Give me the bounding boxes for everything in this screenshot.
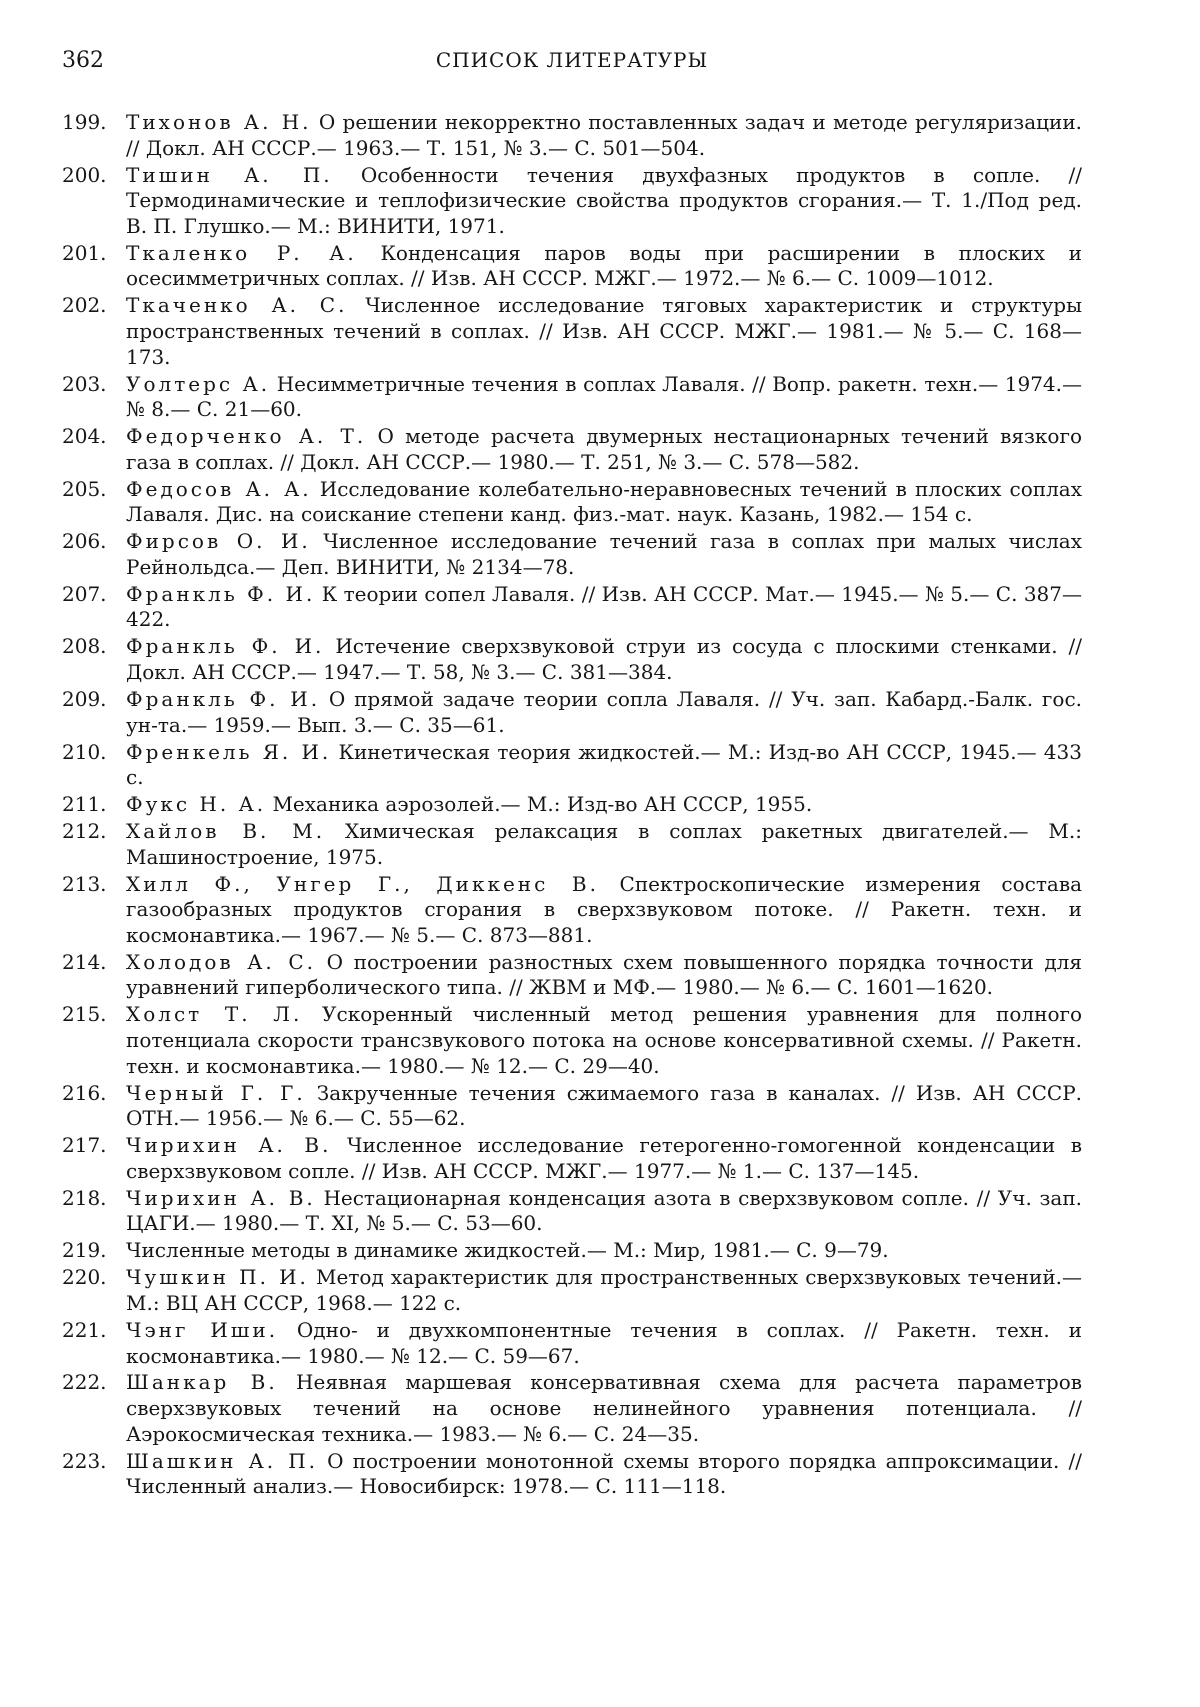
reference-number: 218. <box>62 1186 120 1212</box>
reference-entry <box>62 1318 1082 1369</box>
reference-author: Френкель Я. И. <box>126 740 331 764</box>
reference-number: 221. <box>62 1318 120 1344</box>
reference-author: Чэнг Иши. <box>126 1318 278 1342</box>
reference-author: Фукс Н. А. <box>126 792 266 816</box>
reference-entry <box>62 819 1082 870</box>
reference-author: Федосов А. А. <box>126 477 312 501</box>
reference-entry <box>62 241 1082 292</box>
reference-author: Холодов А. С. <box>126 950 316 974</box>
reference-entry <box>62 740 1082 791</box>
page-number: 362 <box>62 48 104 73</box>
reference-author: Федорченко А. Т. <box>126 424 366 448</box>
reference-text: О решении некорректно поставленных задач и методе регуляризации. // Докл. АН СССР.— 1963.— Т. 151, № 3.— С. 501—504. <box>126 110 1082 160</box>
reference-number: 215. <box>62 1002 120 1028</box>
reference-text: Одно- и двухкомпонентные течения в соплах. // Ракетн. техн. и космонавтика.— 1980.— № 12.— С. 59—67. <box>126 1318 1082 1368</box>
reference-text: Неявная маршевая консервативная схема для расчета параметров сверхзвуковых течений на основе нелинейного уравнения потенциала. // Аэрокосмическая техника.— 1983.— № 6.— С. 24—35. <box>126 1370 1082 1445</box>
reference-number: 211. <box>62 792 120 818</box>
reference-author: Чирихин А. В. <box>126 1186 316 1210</box>
reference-number: 208. <box>62 634 120 660</box>
reference-number: 207. <box>62 582 120 608</box>
reference-entry <box>62 1370 1082 1447</box>
reference-author: Хайлов В. М. <box>126 819 325 843</box>
reference-entry <box>62 1133 1082 1184</box>
reference-text: Закрученные течения сжимаемого газа в каналах. // Изв. АН СССР. ОТН.— 1956.— № 6.— С. 55—62. <box>126 1081 1082 1131</box>
reference-entry <box>62 110 1082 161</box>
reference-entry <box>62 1265 1082 1316</box>
reference-author: Тихонов А. Н. <box>126 110 312 134</box>
reference-author: Холст Т. Л. <box>126 1002 302 1026</box>
reference-text: Исследование колебательно-неравновесных течений в плоских соплах Лаваля. Дис. на соискание степени канд. физ.-мат. наук. Казань, 1982.— 154 с. <box>126 477 1082 527</box>
reference-author: Чушкин П. И. <box>126 1265 309 1289</box>
reference-number: 213. <box>62 872 120 898</box>
reference-number: 202. <box>62 293 120 319</box>
reference-author: Шанкар В. <box>126 1370 278 1394</box>
reference-number: 204. <box>62 424 120 450</box>
running-title: СПИСОК ЛИТЕРАТУРЫ <box>62 48 1082 72</box>
document-page <box>62 48 1082 1501</box>
reference-number: 216. <box>62 1081 120 1107</box>
reference-entry <box>62 163 1082 240</box>
reference-number: 203. <box>62 372 120 398</box>
reference-author: Ткаченко А. С. <box>126 293 347 317</box>
reference-author: Тишин А. П. <box>126 163 333 187</box>
reference-text: К теории сопел Лаваля. // Изв. АН СССР. Мат.— 1945.— № 5.— С. 387—422. <box>126 582 1082 632</box>
reference-text: Метод характеристик для пространственных сверхзвуковых течений.— М.: ВЦ АН СССР, 1968.— 122 с. <box>126 1265 1082 1315</box>
reference-text: О построении монотонной схемы второго порядка аппроксимации. // Численный анализ.— Новосибирск: 1978.— С. 111—118. <box>126 1449 1082 1499</box>
reference-number: 223. <box>62 1449 120 1475</box>
reference-number: 210. <box>62 740 120 766</box>
reference-entry <box>62 372 1082 423</box>
reference-text: Истечение сверхзвуковой струи из сосуда с плоскими стенками. // Докл. АН СССР.— 1947.— Т. 58, № 3.— С. 381—384. <box>126 634 1082 684</box>
reference-text: Численное исследование тяговых характеристик и структуры пространственных течений в соплах. // Изв. АН СССР. МЖГ.— 1981.— № 5.— С. 168—173. <box>126 293 1082 368</box>
reference-text: Особенности течения двухфазных продуктов в сопле. // Термодинамические и теплофизические свойства продуктов сгорания.— Т. 1./Под ред. В. П. Глушко.— М.: ВИНИТИ, 1971. <box>126 163 1082 238</box>
reference-entry <box>62 477 1082 528</box>
reference-entry <box>62 1449 1082 1500</box>
reference-entry <box>62 424 1082 475</box>
reference-author: Ткаленко Р. А. <box>126 241 357 265</box>
reference-entry <box>62 1002 1082 1079</box>
reference-text: Конденсация паров воды при расширении в плоских и осесимметричных соплах. // Изв. АН СССР. МЖГ.— 1972.— № 6.— С. 1009—1012. <box>126 241 1082 291</box>
reference-number: 199. <box>62 110 120 136</box>
reference-author: Хилл Ф., Унгер Г., Диккенс В. <box>126 872 599 896</box>
reference-author: Шашкин А. П. <box>126 1449 318 1473</box>
reference-text: Несимметричные течения в соплах Лаваля. // Вопр. ракетн. техн.— 1974.— № 8.— С. 21—60. <box>126 372 1082 422</box>
reference-number: 212. <box>62 819 120 845</box>
reference-text: О прямой задаче теории сопла Лаваля. // Уч. зап. Кабард.-Балк. гос. ун-та.— 1959.— Вып. 3.— С. 35—61. <box>126 687 1082 737</box>
reference-entry <box>62 1186 1082 1237</box>
reference-text: Численное исследование гетерогенно-гомогенной конденсации в сверхзвуковом сопле. // Изв. АН СССР. МЖГ.— 1977.— № 1.— С. 137—145. <box>126 1133 1082 1183</box>
reference-text: Ускоренный численный метод решения уравнения для полного потенциала скорости трансзвукового потока на основе консервативной схемы. // Ракетн. техн. и космонавтика.— 1980.— № 12.— С. 29—40. <box>126 1002 1082 1077</box>
reference-author: Франкль Ф. И. <box>126 687 320 711</box>
reference-text: Спектроскопические измерения состава газообразных продуктов сгорания в сверхзвуковом потоке. // Ракетн. техн. и космонавтика.— 1967.— № 5.— С. 873—881. <box>126 872 1082 947</box>
reference-author: Франкль Ф. И. <box>126 634 324 658</box>
reference-number: 201. <box>62 241 120 267</box>
reference-text: Химическая релаксация в соплах ракетных двигателей.— М.: Машиностроение, 1975. <box>126 819 1082 869</box>
reference-entry <box>62 872 1082 949</box>
reference-author: Чирихин А. В. <box>126 1133 331 1157</box>
reference-number: 209. <box>62 687 120 713</box>
reference-number: 200. <box>62 163 120 189</box>
page-header <box>62 48 1082 88</box>
reference-text: Нестационарная конденсация азота в сверхзвуковом сопле. // Уч. зап. ЦАГИ.— 1980.— Т. XI, № 5.— С. 53—60. <box>126 1186 1082 1236</box>
reference-text: Механика аэрозолей.— М.: Изд-во АН СССР, 1955. <box>272 792 812 816</box>
reference-text: О методе расчета двумерных нестационарных течений вязкого газа в соплах. // Докл. АН СССР.— 1980.— Т. 251, № 3.— С. 578—582. <box>126 424 1082 474</box>
reference-entry <box>62 1238 1082 1264</box>
reference-list <box>62 110 1082 1500</box>
reference-author: Черный Г. Г. <box>126 1081 306 1105</box>
reference-text: Численные методы в динамике жидкостей.— М.: Мир, 1981.— С. 9—79. <box>126 1238 889 1262</box>
reference-entry <box>62 687 1082 738</box>
reference-number: 205. <box>62 477 120 503</box>
reference-entry <box>62 529 1082 580</box>
reference-text: Кинетическая теория жидкостей.— М.: Изд-во АН СССР, 1945.— 433 с. <box>126 740 1082 790</box>
reference-author: Фирсов О. И. <box>126 529 311 553</box>
reference-number: 217. <box>62 1133 120 1159</box>
reference-number: 219. <box>62 1238 120 1264</box>
reference-entry <box>62 634 1082 685</box>
reference-entry <box>62 1081 1082 1132</box>
reference-text: О построении разностных схем повышенного порядка точности для уравнений гиперболического типа. // ЖВМ и МФ.— 1980.— № 6.— С. 1601—1620. <box>126 950 1082 1000</box>
reference-text: Численное исследование течений газа в соплах при малых числах Рейнольдса.— Деп. ВИНИТИ, № 2134—78. <box>126 529 1082 579</box>
reference-number: 206. <box>62 529 120 555</box>
reference-entry <box>62 950 1082 1001</box>
reference-number: 214. <box>62 950 120 976</box>
reference-number: 222. <box>62 1370 120 1396</box>
reference-entry <box>62 582 1082 633</box>
reference-entry <box>62 792 1082 818</box>
reference-entry <box>62 293 1082 370</box>
reference-number: 220. <box>62 1265 120 1291</box>
reference-author: Франкль Ф. И. <box>126 582 315 606</box>
reference-author: Уолтерс А. <box>126 372 270 396</box>
